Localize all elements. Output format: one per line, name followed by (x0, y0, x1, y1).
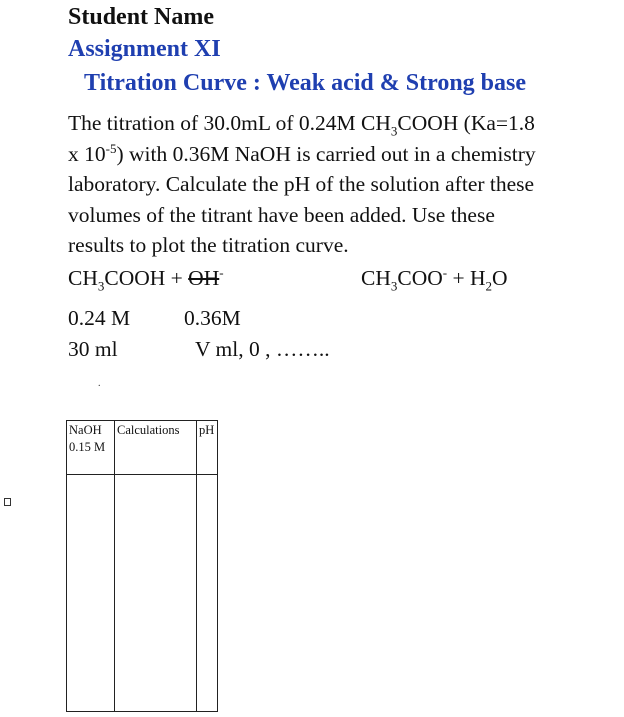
calculations-header: Calculations (115, 421, 197, 475)
table-row (67, 475, 218, 712)
stray-mark: . (98, 378, 101, 389)
problem-line-4: volumes of the titrant have been added. Use these (68, 202, 495, 227)
assignment-subtitle: Titration Curve : Weak acid & Strong base (84, 70, 527, 96)
problem-line-3: laboratory. Calculate the pH of the solution after these (68, 172, 535, 196)
naoh-cell (67, 475, 115, 712)
naoh-header: NaOH (69, 423, 102, 437)
reaction-products: $CH_3COO^- + H_2O$ (361, 264, 508, 294)
problem-line-5: results to plot the titration curve. (68, 233, 349, 257)
hydroxide-ion: OH (188, 266, 220, 290)
table-header-row (67, 421, 218, 475)
titration-table (66, 420, 218, 712)
problem-statement (68, 108, 624, 261)
calculations-cell (115, 475, 197, 712)
margin-marker-icon (4, 498, 11, 506)
naoh-concentration: 0.15 M (69, 440, 106, 454)
base-volume: V ml, 0 , …….. (195, 337, 330, 361)
problem-line-1: The titration of 30.0mL of 0.24M $CH_3COOH$ (Ka=1.8 (68, 111, 535, 139)
assignment-title: Assignment XI (68, 36, 221, 62)
acid-concentration: 0.24 M (68, 306, 131, 330)
reaction-reactants: $CH_3COOH + OH^-$ (68, 264, 224, 294)
student-name: Student Name (68, 4, 215, 30)
base-concentration: 0.36M (184, 306, 241, 330)
naoh-header-cell (67, 421, 115, 475)
ph-header: pH (197, 421, 218, 475)
acid-volume: 30 ml (68, 337, 118, 361)
problem-line-2: x $10^{-5}$) with 0.36M NaOH is carried out in a chemistry (68, 140, 536, 166)
ph-cell (197, 475, 218, 712)
